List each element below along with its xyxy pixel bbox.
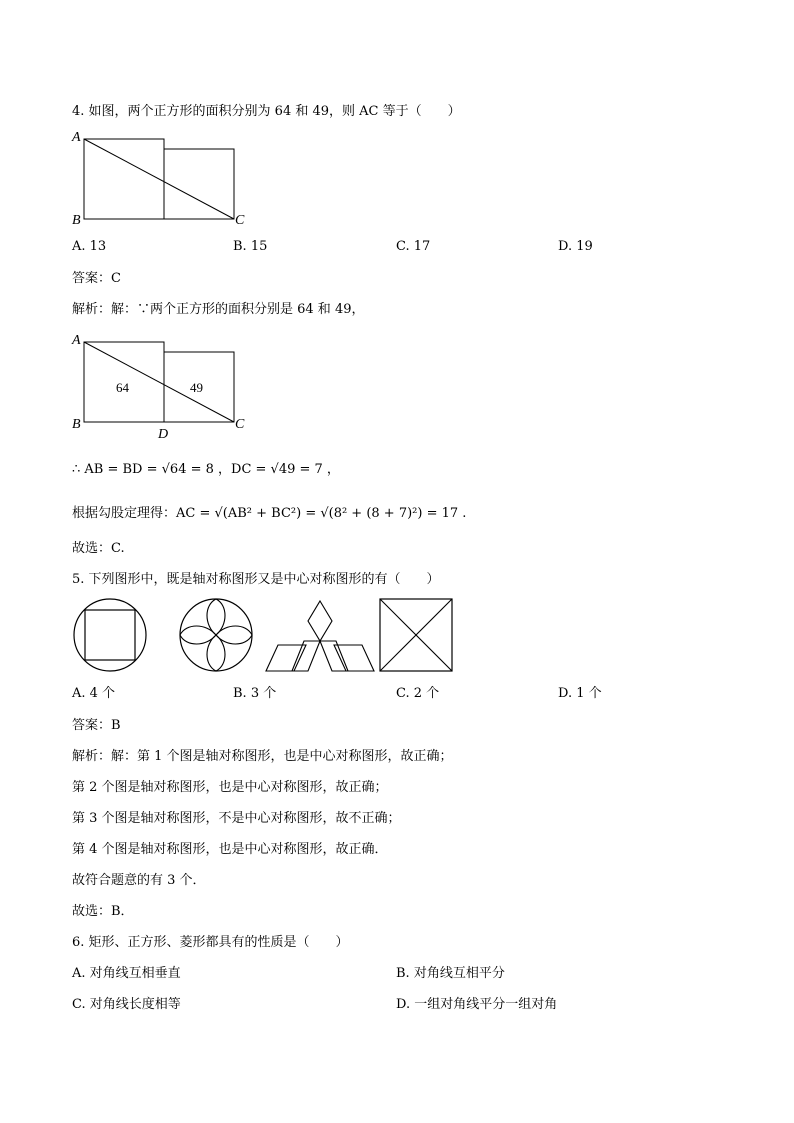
q4-choose: 故选：C. [72, 541, 125, 556]
q6-stem: 6. 矩形、正方形、菱形都具有的性质是（ ） [72, 935, 349, 950]
q4-answer: 答案：C [72, 271, 121, 286]
fig2-label-c: C [235, 417, 245, 432]
q4-stem: 4. 如图，两个正方形的面积分别为 64 和 49，则 AC 等于（ ） [72, 104, 461, 119]
q6-option-b: B. 对角线互相平分 [396, 966, 505, 981]
fig1-label-b: B [72, 213, 81, 228]
q5-option-a: A. 4 个 [72, 686, 116, 701]
q6-option-a: A. 对角线互相垂直 [72, 966, 181, 981]
fig1-label-a: A [72, 130, 81, 145]
q4-option-c: C. 17 [396, 239, 431, 254]
q5-figure-3-three-rhombi [266, 601, 374, 671]
q4-option-d: D. 19 [558, 239, 593, 254]
fig2-label-b: B [72, 417, 81, 432]
q4-figure-1 [70, 128, 250, 230]
q4-option-a: A. 13 [72, 239, 107, 254]
fig1-label-c: C [235, 213, 245, 228]
q5-analysis-line-3: 第 3 个图是轴对称图形，不是中心对称图形，故不正确； [72, 811, 401, 826]
q5-analysis-line-4: 第 4 个图是轴对称图形，也是中心对称图形，故正确． [72, 842, 388, 857]
q5-stem: 5. 下列图形中，既是轴对称图形又是中心对称图形的有（ ） [72, 572, 440, 587]
q5-figure-2-circle-flower [180, 599, 252, 671]
fig2-label-a: A [72, 333, 81, 348]
q5-option-b: B. 3 个 [233, 686, 277, 701]
q4-figure-2 [70, 331, 250, 443]
q5-figure-4-square-diagonals [380, 599, 452, 671]
q4-analysis: 解析：解：∵两个正方形的面积分别是 64 和 49， [72, 302, 365, 317]
q4-option-b: B. 15 [233, 239, 268, 254]
q4-step2: 根据勾股定理得：AC = √(AB² + BC²) = √(8² + (8 + 7)²) = 17 . [72, 506, 467, 521]
q6-option-d: D. 一组对角线平分一组对角 [396, 997, 558, 1012]
fig2-area-64: 64 [116, 380, 129, 395]
fig2-label-d: D [158, 427, 169, 442]
q6-option-c: C. 对角线长度相等 [72, 997, 181, 1012]
q5-analysis-line-1: 解析：解：第 1 个图是轴对称图形，也是中心对称图形，故正确； [72, 749, 453, 764]
q5-analysis-line-5: 故符合题意的有 3 个． [72, 873, 206, 888]
q5-analysis-line-2: 第 2 个图是轴对称图形，也是中心对称图形，故正确； [72, 780, 388, 795]
q5-figures [70, 597, 460, 677]
q5-figure-1-circle-square [74, 599, 146, 671]
q5-choose: 故选：B． [72, 904, 134, 919]
q4-step1: ∴ AB = BD = √64 = 8 ，DC = √49 = 7 ， [72, 462, 340, 477]
fig2-area-49: 49 [190, 380, 203, 395]
q5-option-c: C. 2 个 [396, 686, 440, 701]
q5-option-d: D. 1 个 [558, 686, 602, 701]
q5-answer: 答案：B [72, 718, 121, 733]
